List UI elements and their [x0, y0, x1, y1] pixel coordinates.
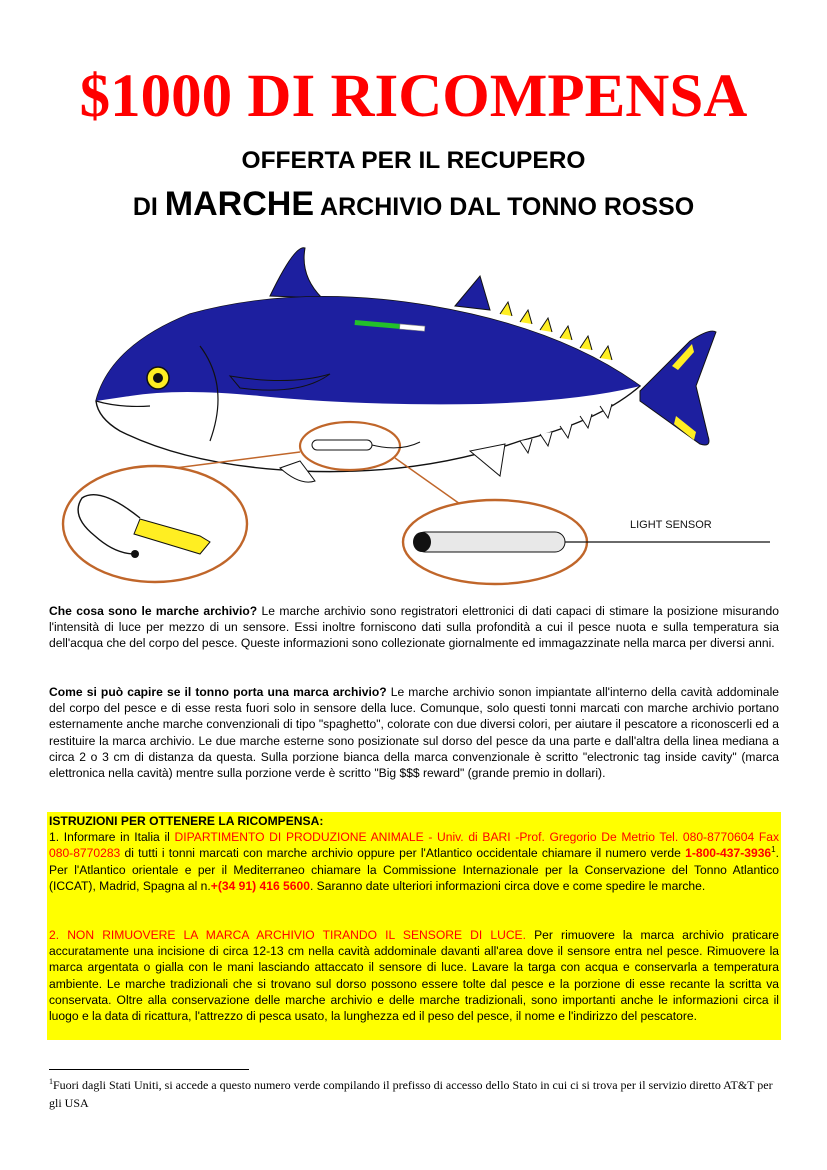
leader-right	[395, 458, 460, 504]
tuna-back	[96, 297, 640, 405]
section-1	[49, 603, 779, 652]
subtitle-di: DI	[132, 193, 158, 221]
right-tag-sensor	[413, 532, 431, 552]
section-1-heading: Che cosa sono le marche archivio?	[49, 604, 258, 618]
subtitle-line-2	[0, 184, 827, 227]
step1-part-b: di tutti i tonni marcati con marche archivio oppure per l'Atlantico occidentale chiamare il numero verde	[120, 846, 686, 861]
step2-body: Per rimuovere la marca archivio praticare accuratamente una incisione di circa 12-13 cm nella cavità addominale davanti all'area dove il sensore entra nel pesce. Rimuovere la marca argentata o gialla con le mani lasciando attaccato il sensore di luce. Lavare la targa con acqua e conservarla a temperatura ambiente. Le marche tradizionali che si trovano sul dorso possono essere tolte dal pesce e la porzione di esse recante la scritta va conservata. Oltre alla conservazione delle marche archivio e delle marche tradizionali, sono importanti anche le informazioni circa il luogo e la data di ricattura, l'attrezzo di pesca usato, la lunghezza ed il peso del pesce, il nome e l'indirizzo del pescatore.	[49, 928, 780, 1024]
left-tag-wire	[78, 495, 140, 554]
instructions-step-1	[49, 813, 779, 894]
step1-part-d: . Saranno date ulteriori informazioni circa dove e come spedire le marche.	[309, 878, 706, 893]
step1-phone: 1-800-437-3936	[685, 846, 772, 861]
instructions-step-2	[49, 927, 779, 1024]
step2-warning: 2. NON RIMUOVERE LA MARCA ARCHIVIO TIRANDO IL SENSORE DI LUCE.	[49, 928, 526, 942]
left-tag-sensor	[131, 550, 139, 558]
page-title: $1000 DI RICOMPENSA	[79, 63, 748, 130]
tuna-illustration	[0, 236, 827, 596]
step1-part-c: . Per l'Atlantico orientale e per il Mediterraneo chiamare la Commissione Internazionale per la Conservazione del Tonno Atlantico (ICCAT), Madrid, Spagna al n.	[49, 846, 779, 893]
subtitle-marche: MARCHE	[164, 185, 315, 223]
right-tag-body	[415, 532, 565, 552]
left-tag-body	[134, 519, 210, 554]
footnote-marker: 1	[49, 1077, 53, 1086]
section-2-body: Le marche archivio sonon impiantate all'interno della cavità addominale del corpo del pesce e di esse resta fuori solo in sensore della luce. Comunque, solo questi tonni marcati con marche archivio portano esternamente anche marche convenzionali di tipo "spaghetto", colorate con due diversi colori, per aiutare il pescatore a riconoscerli ed a restituire la marca archivio. Le due marche esterne sono posizionate sul dorso del pesce da una parte e dall'altra della linea mediana a circa 2 o 3 cm di distanza da questa. Sulla porzione bianca della marca convenzionale è scritto "electronic tag inside cavity" (marca elettronica nella cavità) mentre sulla porzione verde è scritto "Big $$$ reward" (grande premio in dollari).	[49, 685, 779, 781]
body-tag	[312, 440, 372, 450]
light-sensor-label: LIGHT SENSOR	[630, 519, 712, 531]
step1-iccat-phone: +(34 91) 416 5600	[210, 878, 310, 893]
section-1-body: Le marche archivio sono registratori elettronici di dati capaci di stimare la posizione misurando l'intensità di luce per mezzo di un sensore. Essi inoltre forniscono dati sulla profondità a cui il pesce nuota e sulla temperatura sia dell'acqua che del corpo del pesce. Queste informazioni sono collezionate giornalmente ed immagazzinate nella marca per diversi anni.	[49, 604, 779, 651]
subtitle-line-1: OFFERTA PER IL RECUPERO	[241, 147, 586, 174]
section-2-heading: Come si può capire se il tonno porta una marca archivio?	[49, 685, 387, 699]
step1-department: DIPARTIMENTO DI PRODUZIONE ANIMALE - Univ. di BARI -Prof. Gregorio De Metrio Tel. 080-8770604 Fax 080-8770283	[49, 830, 779, 861]
step1-intro: 1. Informare in Italia il	[49, 830, 175, 845]
section-2	[49, 684, 779, 781]
footnote	[49, 1076, 784, 1112]
instructions-heading: ISTRUZIONI PER OTTENERE LA RICOMPENSA:	[49, 814, 324, 828]
footnote-rule	[49, 1069, 249, 1070]
tuna-tail	[640, 331, 716, 445]
subtitle-rest: ARCHIVIO DAL TONNO ROSSO	[320, 193, 695, 221]
second-dorsal-fin	[455, 276, 490, 310]
footnote-text: Fuori dagli Stati Uniti, si accede a questo numero verde compilando il prefisso di accesso dello Stato in cui ci si trova per il servizio diretto AT&T per gli USA	[49, 1078, 773, 1110]
step1-footnote-ref: 1	[771, 845, 776, 855]
dorsal-fin	[270, 248, 322, 298]
tuna-pupil	[153, 373, 163, 383]
